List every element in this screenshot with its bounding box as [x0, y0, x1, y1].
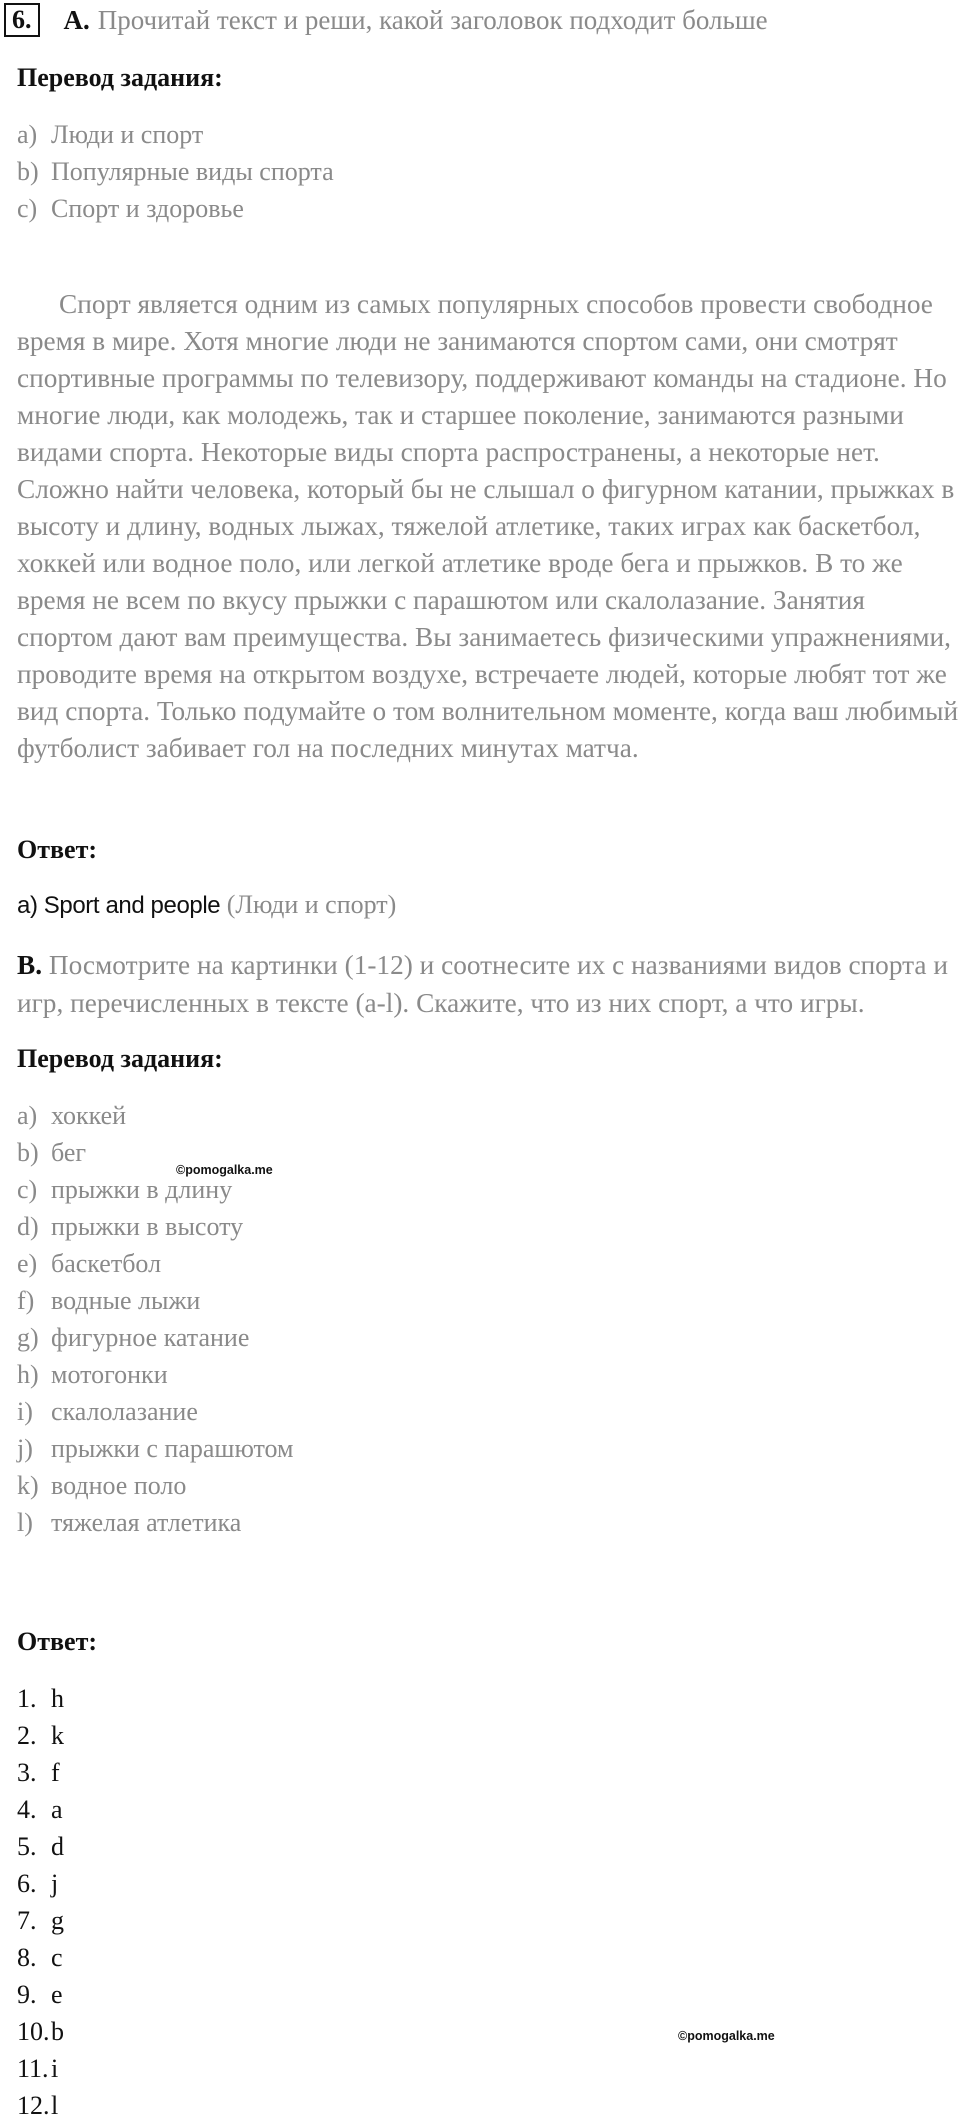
answer-item: 12. l: [17, 2091, 59, 2120]
part-b-instruction: [17, 946, 960, 1022]
answer-item: 11. i: [17, 2054, 59, 2083]
answer-a-line: [17, 888, 396, 923]
sport-item: h) мотогонки: [17, 1360, 168, 1389]
part-a-letter: А.: [63, 4, 90, 35]
reading-paragraph: Спорт является одним из самых популярных способов провести свободное время в мире. Хотя многие люди не занимаются спортом сами, они смотрят спортивные программы по телевизору, поддерживают команды на стадионе. Но многие люди, как молодежь, так и старшее поколение, занимаются разными видами спорта. Некоторые виды спорта распространены, а некоторые нет. Сложно найти человека, который бы не слышал о фигурном катании, прыжках в высоту и длину, водных лыжах, тяжелой атлетике, таких играх как баскетбол, хоккей или водное поло, или легкой атлетике вроде бега и прыжков. В то же время не всем по вкусу прыжки с парашютом или скалолазание. Занятия спортом дают вам преимущества. Вы занимаетесь физическими упражнениями, проводите время на открытом воздухе, встречаете людей, которые любят тот же вид спорта. Только подумайте о том волнительном моменте, когда ваш любимый футболист забивает гол на последних минутах матча.: [17, 289, 959, 763]
sport-item: g) фигурное катание: [17, 1323, 250, 1352]
part-a-instruction: Прочитай текст и реши, какой заголовок подходит больше: [97, 4, 768, 35]
translation-heading-1: Перевод задания:: [17, 63, 223, 92]
sport-item: b) бег: [17, 1138, 87, 1167]
answer-item: 2. k: [17, 1721, 64, 1750]
task-header: [4, 2, 768, 38]
answer-item: 4. a: [17, 1795, 63, 1824]
title-options-list: [17, 116, 334, 227]
title-option: b) Популярные виды спорта: [17, 157, 334, 186]
sport-item: f) водные лыжи: [17, 1286, 201, 1315]
sport-item: j) прыжки с парашютом: [17, 1434, 294, 1463]
answer-a-translation: (Люди и спорт): [226, 890, 397, 919]
title-option: c) Спорт и здоровье: [17, 194, 244, 223]
watermark-text: ©pomogalka.me: [678, 2029, 775, 2043]
answer-item: 10. b: [17, 2017, 64, 2046]
title-option: a) Люди и спорт: [17, 120, 204, 149]
answer-heading-2: Ответ:: [17, 1627, 98, 1656]
answer-item: 6. j: [17, 1869, 59, 1898]
sport-item: k) водное поло: [17, 1471, 187, 1500]
answer-item: 7. g: [17, 1906, 64, 1935]
answer-heading-1: Ответ:: [17, 835, 98, 864]
sport-item: c) прыжки в длину: [17, 1175, 233, 1204]
sport-item: d) прыжки в высоту: [17, 1212, 244, 1241]
answer-item: 5. d: [17, 1832, 64, 1861]
sport-item: a) хоккей: [17, 1101, 127, 1130]
task-number-box: 6.: [4, 3, 40, 37]
watermark-text: ©pomogalka.me: [176, 1163, 273, 1177]
sport-item: e) баскетбол: [17, 1249, 162, 1278]
answer-item: 3. f: [17, 1758, 60, 1787]
answer-item: 9. e: [17, 1980, 63, 2009]
answers-list: [17, 1680, 64, 2124]
sport-item: l) тяжелая атлетика: [17, 1508, 242, 1537]
answer-item: 1. h: [17, 1684, 64, 1713]
part-b-letter: B.: [17, 950, 43, 980]
answer-item: 8. c: [17, 1943, 63, 1972]
sport-item: i) скалолазание: [17, 1397, 198, 1426]
answer-a-english: a) Sport and people: [17, 892, 221, 919]
part-b-text: Посмотрите на картинки (1-12) и соотнесите их с названиями видов спорта и игр, перечисленных в тексте (a-l). Скажите, что из них спорт, а что игры.: [17, 950, 948, 1018]
translation-heading-2: Перевод задания:: [17, 1044, 223, 1073]
